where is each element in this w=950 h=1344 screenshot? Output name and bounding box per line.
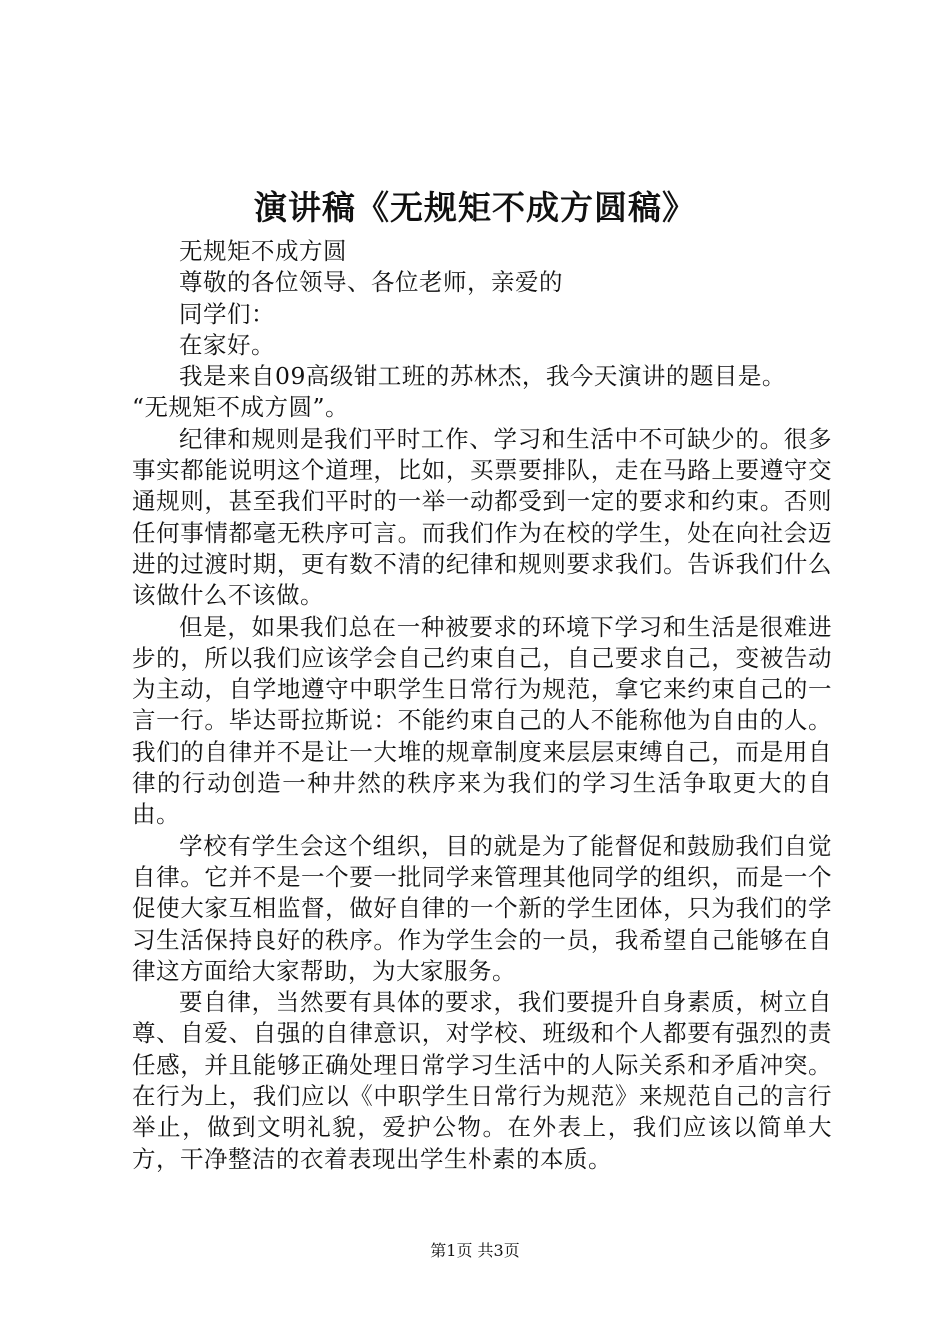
document-title: 演讲稿《无规矩不成方圆稿》 bbox=[254, 188, 696, 227]
paragraph-body-3: 学校有学生会这个组织，目的就是为了能督促和鼓励我们自觉自律。它并不是一个要一批同学来管理其他同学的组织，而是一个促使大家互相监督，做好自律的一个新的学生团体，只为我们的学习生活保持良好的秩序。作为学生会的一员，我希望自己能够在自律这方面给大家帮助，为大家服务。 bbox=[132, 831, 832, 985]
paragraph-intro: 我是来自09高级钳工班的苏林杰，我今天演讲的题目是。 bbox=[179, 362, 786, 391]
paragraph-body-2: 但是，如果我们总在一种被要求的环境下学习和生活是很难进步的，所以我们应该学会自己约束自己，自己要求自己，变被告动为主动，自学地遵守中职学生日常行为规范，拿它来约束自己的一言一行。毕达哥拉斯说：不能约束自己的人不能称他为自由的人。我们的自律并不是让一大堆的规章制度来层层束缚自己，而是用自律的行动创造一种井然的秩序来为我们的学习生活争取更大的自由。 bbox=[132, 612, 832, 829]
page-footer: 第1页 共3页 bbox=[430, 1241, 520, 1260]
paragraph-salutation-cont: 同学们： bbox=[179, 299, 275, 328]
paragraph-greeting: 在家好。 bbox=[179, 330, 275, 359]
paragraph-heading: 无规矩不成方圆 bbox=[179, 237, 347, 265]
paragraph-body-4: 要自律，当然要有具体的要求，我们要提升自身素质，树立自尊、自爱、自强的自律意识，对学校、班级和个人都要有强烈的责任感，并且能够正确处理日常学习生活中的人际关系和矛盾冲突。在行为上，我们应以《中职学生日常行为规范》来规范自己的言行举止，做到文明礼貌，爱护公物。在外表上，我们应该以简单大方，干净整洁的衣着表现出学生朴素的本质。 bbox=[132, 988, 832, 1173]
document-body bbox=[132, 236, 832, 1175]
paragraph-salutation: 尊敬的各位领导、各位老师，亲爱的 bbox=[179, 268, 563, 297]
paragraph-topic: “无规矩不成方圆”。 bbox=[132, 393, 350, 422]
paragraph-body-1: 纪律和规则是我们平时工作、学习和生活中不可缺少的。很多事实都能说明这个道理，比如，买票要排队，走在马路上要遵守交通规则，甚至我们平时的一举一动都受到一定的要求和约束。否则任何事情都毫无秩序可言。而我们作为在校的学生，处在向社会迈进的过渡时期，更有数不清的纪律和规则要求我们。告诉我们什么该做什么不该做。 bbox=[132, 424, 832, 610]
